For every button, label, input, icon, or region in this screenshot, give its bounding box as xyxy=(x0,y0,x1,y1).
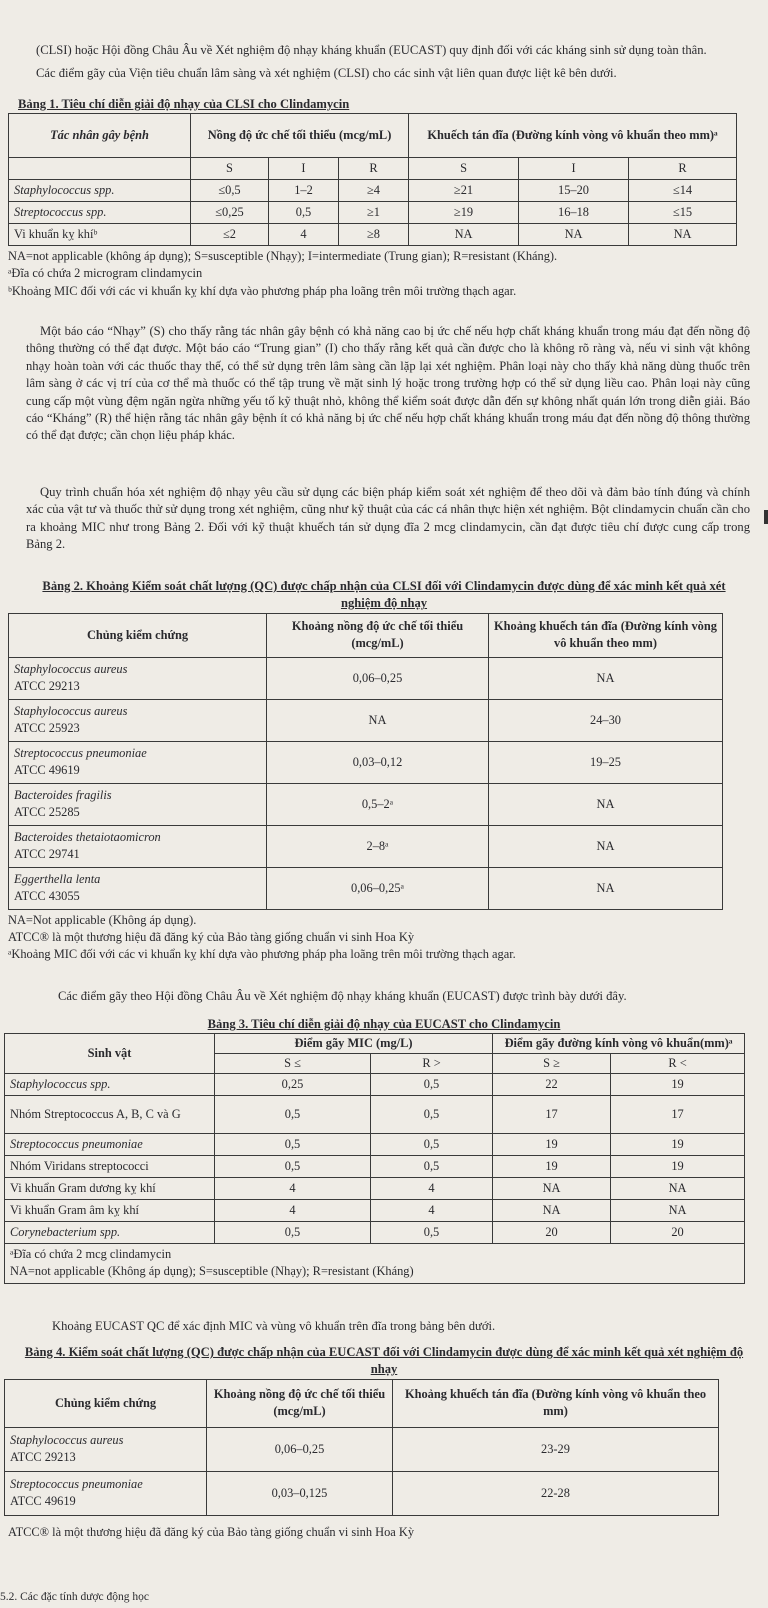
table-cell: 4 xyxy=(371,1178,493,1200)
table-cell: NA xyxy=(489,783,723,825)
table-cell: 19–25 xyxy=(489,741,723,783)
table-row xyxy=(5,1471,719,1515)
table-cell: 0,06–0,25 xyxy=(207,1427,393,1471)
strain-name: Streptococcus pneumoniae xyxy=(10,1477,143,1492)
table-3 xyxy=(4,1033,745,1284)
table-2-caption: Bảng 2. Khoảng Kiểm soát chất lượng (QC) được chấp nhận của CLSI đối với Clindamycin được dùng để xác minh kết quả xét nghiệm độ nhạy xyxy=(42,579,726,611)
table-3-header-organism: Sinh vật xyxy=(5,1034,215,1074)
table-1-caption: Bảng 1. Tiêu chí diễn giải độ nhạy của CLSI cho Clindamycin xyxy=(18,97,350,111)
table-row xyxy=(5,1200,745,1222)
table-row xyxy=(9,224,737,246)
strain-name: Staphylococcus aureus xyxy=(14,704,128,719)
table-1-sub-cell: I xyxy=(269,158,339,180)
table-cell: 19 xyxy=(611,1074,745,1096)
organism-name: Nhóm Viridans streptococci xyxy=(5,1156,215,1178)
table-4-note: ATCC® là một thương hiệu đã đăng ký của Bảo tàng giống chuẩn vi sinh Hoa Kỳ xyxy=(8,1524,415,1539)
table-cell: 0,06–0,25ᵃ xyxy=(267,867,489,909)
table-cell: 0,5 xyxy=(269,202,339,224)
table-cell: 4 xyxy=(269,224,339,246)
table-2-header-mic: Khoảng nồng độ ức chế tối thiểu (mcg/mL) xyxy=(267,613,489,657)
table-row xyxy=(5,1427,719,1471)
table-3-section xyxy=(0,1016,768,1284)
table-cell: 19 xyxy=(611,1156,745,1178)
table-cell: 0,5 xyxy=(215,1134,371,1156)
table-cell: ≤15 xyxy=(629,202,737,224)
table-cell: 0,03–0,125 xyxy=(207,1471,393,1515)
table-cell: 0,5 xyxy=(215,1156,371,1178)
table-cell: ≤14 xyxy=(629,180,737,202)
table-cell: 20 xyxy=(493,1222,611,1244)
table-cell: 19 xyxy=(611,1134,745,1156)
table-row xyxy=(9,180,737,202)
table-1-header-pathogen: Tác nhân gây bệnh xyxy=(9,114,191,158)
strain-atcc: ATCC 29741 xyxy=(14,847,80,862)
table-1-row-name: Vi khuẩn kỵ khíᵇ xyxy=(9,224,191,246)
table-row xyxy=(9,699,723,741)
table-4-header-strain: Chủng kiểm chứng xyxy=(5,1379,207,1427)
table-1-sub-cell: R xyxy=(629,158,737,180)
table-cell: ≥4 xyxy=(339,180,409,202)
table-cell: ≤2 xyxy=(191,224,269,246)
intro-line-2: Các điểm gãy của Viện tiêu chuẩn lâm sàng và xét nghiệm (CLSI) cho các sinh vật liên quan được liệt kê bên dưới. xyxy=(36,66,617,81)
intro-section xyxy=(0,42,768,83)
table-cell: 22-28 xyxy=(393,1471,719,1515)
table-cell: NA xyxy=(489,825,723,867)
table-cell: 16–18 xyxy=(519,202,629,224)
table-cell: 15–20 xyxy=(519,180,629,202)
table-cell: 0,5 xyxy=(371,1156,493,1178)
table-cell: NA xyxy=(493,1200,611,1222)
table-cell: NA xyxy=(489,657,723,699)
table-cell: 1–2 xyxy=(269,180,339,202)
table-1-sub-cell: S xyxy=(409,158,519,180)
table-cell: NA xyxy=(489,867,723,909)
table-row xyxy=(9,657,723,699)
table-cell: NA xyxy=(629,224,737,246)
table-cell: 0,5 xyxy=(371,1096,493,1134)
strain-atcc: ATCC 25923 xyxy=(14,721,80,736)
table-row xyxy=(9,741,723,783)
table-cell: NA xyxy=(519,224,629,246)
table-4-header-mic: Khoảng nồng độ ức chế tối thiểu (mcg/mL) xyxy=(207,1379,393,1427)
organism-name: Corynebacterium spp. xyxy=(5,1222,215,1244)
organism-name: Vi khuẩn Gram âm kỵ khí xyxy=(5,1200,215,1222)
table-3-note: NA=not applicable (Không áp dụng); S=susceptible (Nhạy); R=resistant (Kháng) xyxy=(10,1264,414,1279)
table-cell: 0,25 xyxy=(215,1074,371,1096)
table-row xyxy=(5,1156,745,1178)
strain-atcc: ATCC 29213 xyxy=(10,1450,76,1465)
table-row xyxy=(5,1222,745,1244)
organism-name: Vi khuẩn Gram dương kỵ khí xyxy=(5,1178,215,1200)
table-3-sub-cell: S ≤ xyxy=(215,1054,371,1074)
table-cell: 0,5 xyxy=(371,1134,493,1156)
section-heading-pharmacokinetics: 5.2. Các đặc tính dược động học xyxy=(0,1591,150,1603)
eucast-qc-intro-text: Khoảng EUCAST QC để xác định MIC và vùng vô khuẩn trên đĩa trong bảng bên dưới. xyxy=(52,1319,496,1333)
organism-name: Streptococcus pneumoniae xyxy=(5,1134,215,1156)
paragraph-qc: Quy trình chuẩn hóa xét nghiệm độ nhạy yêu cầu sử dụng các biện pháp kiểm soát xét nghiệm để theo dõi và đảm bảo tính đúng và chính xác của vật tư và thuốc thử sử dụng trong xét nghiệm, cũng như kỹ thuật của các cá nhân thực hiện xét nghiệm. Bột clindamycin chuẩn cần cho ra khoảng MIC như trong Bảng 2. Đối với kỹ thuật khuếch tán sử dụng đĩa 2 mcg clindamycin, cần đạt được tiêu chí được cung cấp trong Bảng 2. xyxy=(26,485,750,552)
table-1-subheader-row xyxy=(9,158,737,180)
table-row xyxy=(5,1178,745,1200)
table-cell: 0,5–2ᵃ xyxy=(267,783,489,825)
table-3-sub-cell: R > xyxy=(371,1054,493,1074)
table-2-note: ᵃKhoảng MIC đối với các vi khuẩn kỵ khí dựa vào phương pháp pha loãng trên môi trường thạch agar. xyxy=(8,946,516,961)
table-2-header-disk: Khoảng khuếch tán đĩa (Đường kính vòng vô khuẩn theo mm) xyxy=(489,613,723,657)
table-2 xyxy=(8,613,723,910)
table-1-note: NA=not applicable (không áp dụng); S=susceptible (Nhạy); I=intermediate (Trung gian); R=resistant (Kháng). xyxy=(8,249,558,264)
strain-atcc: ATCC 29213 xyxy=(14,679,80,694)
strain-name: Bacteroides fragilis xyxy=(14,788,112,803)
table-cell: ≥1 xyxy=(339,202,409,224)
table-1-header-disk: Khuếch tán đĩa (Đường kính vòng vô khuẩn theo mm)ᵃ xyxy=(409,114,737,158)
table-4 xyxy=(4,1379,719,1516)
table-cell: NA xyxy=(611,1200,745,1222)
table-1-note: ᵃĐĩa có chứa 2 microgram clindamycin xyxy=(8,266,203,281)
table-cell: 17 xyxy=(493,1096,611,1134)
interpretation-paragraph xyxy=(0,323,768,445)
table-cell: 0,5 xyxy=(371,1074,493,1096)
table-cell: 17 xyxy=(611,1096,745,1134)
table-cell: NA xyxy=(409,224,519,246)
table-1-note: ᵇKhoảng MIC đối với các vi khuẩn kỵ khí dựa vào phương pháp pha loãng trên môi trường thạch agar. xyxy=(8,283,517,298)
table-3-header-disk: Điểm gãy đường kính vòng vô khuẩn(mm)ᵃ xyxy=(493,1034,745,1054)
table-1-sub-cell: I xyxy=(519,158,629,180)
strain-name: Streptococcus pneumoniae xyxy=(14,746,147,761)
table-4-header-disk: Khoảng khuếch tán đĩa (Đường kính vòng vô khuẩn theo mm) xyxy=(393,1379,719,1427)
table-row xyxy=(9,867,723,909)
table-cell: 2–8ᵃ xyxy=(267,825,489,867)
organism-name: Nhóm Streptococcus A, B, C và G xyxy=(5,1096,215,1134)
table-cell: 20 xyxy=(611,1222,745,1244)
table-cell: 24–30 xyxy=(489,699,723,741)
table-cell: 0,5 xyxy=(371,1222,493,1244)
table-cell: ≤0,25 xyxy=(191,202,269,224)
strain-atcc: ATCC 49619 xyxy=(14,763,80,778)
table-row xyxy=(9,825,723,867)
table-1-section xyxy=(0,96,768,300)
eucast-intro xyxy=(0,988,768,1005)
strain-name: Staphylococcus aureus xyxy=(14,662,128,677)
table-cell: 0,06–0,25 xyxy=(267,657,489,699)
table-3-notes-row xyxy=(5,1244,745,1284)
table-cell: 19 xyxy=(493,1156,611,1178)
strain-name: Eggerthella lenta xyxy=(14,872,101,887)
table-3-sub-cell: S ≥ xyxy=(493,1054,611,1074)
table-cell: ≥19 xyxy=(409,202,519,224)
table-1 xyxy=(8,113,737,246)
table-3-sub-cell: R < xyxy=(611,1054,745,1074)
table-1-row-name: Streptococcus spp. xyxy=(9,202,191,224)
table-2-note: NA=Not applicable (Không áp dụng). xyxy=(8,912,197,927)
table-2-section xyxy=(0,578,768,963)
page-edge-mark xyxy=(764,510,768,524)
table-cell: ≤0,5 xyxy=(191,180,269,202)
table-cell: NA xyxy=(493,1178,611,1200)
table-cell: 0,03–0,12 xyxy=(267,741,489,783)
table-1-sub-cell: S xyxy=(191,158,269,180)
table-row xyxy=(5,1096,745,1134)
intro-line-1: (CLSI) hoặc Hội đồng Châu Âu về Xét nghiệm độ nhạy kháng khuẩn (EUCAST) quy định đối với các kháng sinh sử dụng toàn thân. xyxy=(36,43,707,57)
table-row xyxy=(5,1134,745,1156)
table-2-note: ATCC® là một thương hiệu đã đăng ký của Bảo tàng giống chuẩn vi sinh Hoa Kỳ xyxy=(8,929,415,944)
table-3-header-mic: Điểm gãy MIC (mg/L) xyxy=(215,1034,493,1054)
strain-atcc: ATCC 43055 xyxy=(14,889,80,904)
table-4-caption: Bảng 4. Kiểm soát chất lượng (QC) được chấp nhận của EUCAST đối với Clindamycin được dùng để xác minh kết quả xét nghiệm độ nhạy xyxy=(24,1345,744,1377)
table-3-note: ᵃĐĩa có chứa 2 mcg clindamycin xyxy=(10,1247,172,1262)
strain-atcc: ATCC 49619 xyxy=(10,1494,76,1509)
table-row xyxy=(5,1074,745,1096)
table-2-header-strain: Chủng kiểm chứng xyxy=(9,613,267,657)
eucast-intro-text: Các điểm gãy theo Hội đồng Châu Âu về Xét nghiệm độ nhạy kháng khuẩn (EUCAST) được trình bày dưới đây. xyxy=(58,989,627,1003)
table-cell: NA xyxy=(267,699,489,741)
table-cell: 0,5 xyxy=(215,1096,371,1134)
strain-name: Staphylococcus aureus xyxy=(10,1433,124,1448)
table-cell: 4 xyxy=(215,1200,371,1222)
table-cell: 23-29 xyxy=(393,1427,719,1471)
organism-name: Staphylococcus spp. xyxy=(5,1074,215,1096)
table-1-sub-cell: R xyxy=(339,158,409,180)
strain-atcc: ATCC 25285 xyxy=(14,805,80,820)
table-cell: 4 xyxy=(215,1178,371,1200)
table-cell: 4 xyxy=(371,1200,493,1222)
table-cell: ≥21 xyxy=(409,180,519,202)
paragraph-interpretation: Một báo cáo “Nhạy” (S) cho thấy rằng tác nhân gây bệnh có khả năng cao bị ức chế nếu hợp chất kháng khuẩn trong máu đạt đến nồng độ thông thường có thể đạt được. Một báo cáo “Trung gian” (I) cho thấy rằng kết quả cần được cho là không rõ ràng và, nếu vi sinh vật không nhạy hoàn toàn với các thuốc thay thế, có thể sử dụng trên lâm sàng cần lặp lại xét nghiệm. Phân loại này cho thấy khả năng dùng thuốc trên lâm sàng ở các vị trí của cơ thể mà thuốc có thể tập trung về mặt sinh lý hoặc trong trường hợp có thể sử dụng liều cao. Phân loại này cũng cung cấp một vùng đệm ngăn ngừa những yếu tố kỹ thuật nhỏ, không thể kiểm soát được dẫn đến sự không nhất quán lớn trong diễn giải. Báo cáo “Kháng” (R) thể hiện rằng tác nhân gây bệnh ít có khả năng bị ức chế nếu hợp chất kháng khuẩn trong máu đạt đến nồng độ thông thường có thể đạt được; cần chọn liệu pháp khác. xyxy=(26,324,750,443)
table-row xyxy=(9,783,723,825)
table-4-section xyxy=(0,1344,768,1541)
table-cell: 22 xyxy=(493,1074,611,1096)
table-cell: 0,5 xyxy=(215,1222,371,1244)
table-cell: 19 xyxy=(493,1134,611,1156)
qc-paragraph xyxy=(0,484,768,554)
table-cell: NA xyxy=(611,1178,745,1200)
table-cell: ≥8 xyxy=(339,224,409,246)
table-1-row-name: Staphylococcus spp. xyxy=(9,180,191,202)
table-3-caption: Bảng 3. Tiêu chí diễn giải độ nhạy của EUCAST cho Clindamycin xyxy=(207,1017,561,1031)
table-1-header-mic: Nồng độ ức chế tối thiểu (mcg/mL) xyxy=(191,114,409,158)
eucast-qc-intro xyxy=(0,1318,768,1335)
table-row xyxy=(9,202,737,224)
strain-name: Bacteroides thetaiotaomicron xyxy=(14,830,161,845)
